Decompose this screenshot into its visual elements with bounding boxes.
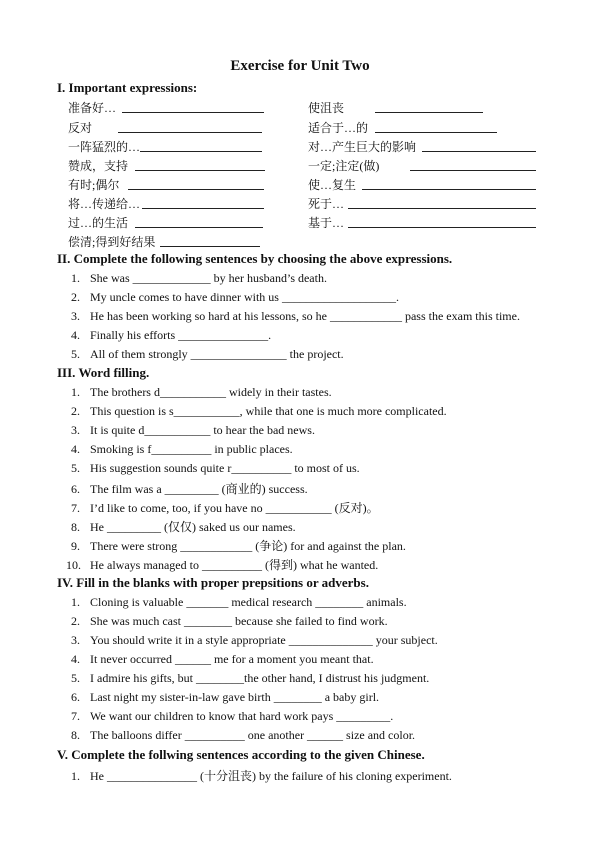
- exercise-item: 7. I’d like to come, too, if you have no ___________ (反对)。: [71, 501, 379, 515]
- blank-right-6[interactable]: [348, 208, 536, 209]
- exercise-item: 5. His suggestion sounds quite r__________ to most of us.: [71, 461, 360, 475]
- exercise-item: 1. He _______________ (十分沮丧) by the failure of his cloning experiment.: [71, 769, 452, 783]
- expression-left-8: 偿清;得到好结果: [68, 235, 156, 249]
- blank-right-2[interactable]: [375, 132, 497, 133]
- exercise-item: 9. There were strong ____________ (争论) for and against the plan.: [71, 539, 406, 553]
- blank-right-5[interactable]: [362, 189, 536, 190]
- section-1-heading: I. Important expressions:: [57, 80, 198, 95]
- exercise-item: 6. Last night my sister-in-law gave birth ________ a baby girl.: [71, 690, 380, 704]
- exercise-item: 1. She was _____________ by her husband’s death.: [71, 271, 327, 285]
- blank-right-7[interactable]: [348, 227, 536, 228]
- expression-left-1: 准备好…: [68, 101, 117, 115]
- expression-left-3: 一阵猛烈的…: [68, 140, 141, 154]
- expression-right-7: 基于…: [308, 216, 345, 230]
- exercise-item: 2. She was much cast ________ because she failed to find work.: [71, 614, 388, 628]
- exercise-item: 8. The balloons differ __________ one another ______ size and color.: [71, 728, 416, 742]
- expression-right-1: 使沮丧: [308, 101, 345, 115]
- blank-left-8[interactable]: [160, 246, 260, 247]
- expression-right-6: 死于…: [308, 197, 345, 211]
- blank-right-4[interactable]: [410, 170, 536, 171]
- blank-left-2[interactable]: [118, 132, 262, 133]
- expression-right-5: 使…复生: [308, 178, 357, 192]
- expression-right-4: 一定;注定(做): [308, 159, 380, 173]
- blank-left-4[interactable]: [135, 170, 265, 171]
- exercise-item: 7. We want our children to know that hard work pays _________.: [71, 709, 394, 723]
- exercise-item: 6. The film was a _________ (商业的) success.: [71, 482, 308, 496]
- exercise-item: 5. I admire his gifts, but ________the other hand, I distrust his judgment.: [71, 671, 430, 685]
- expression-right-2: 适合于…的: [308, 121, 369, 135]
- exercise-item: 8. He _________ (仅仅) saked us our names.: [71, 520, 296, 534]
- expression-right-3: 对…产生巨大的影响: [308, 140, 417, 154]
- exercise-item: 4. Finally his efforts _______________.: [71, 328, 272, 342]
- blank-left-7[interactable]: [135, 227, 263, 228]
- exercise-item: 3. He has been working so hard at his lessons, so he ____________ pass the exam this time.: [71, 309, 520, 323]
- section-5-heading: V. Complete the follwing sentences according to the given Chinese.: [57, 747, 425, 762]
- expression-left-4: 赞成，支持: [68, 159, 129, 173]
- expression-left-5: 有时;偶尔: [68, 178, 120, 192]
- blank-right-1[interactable]: [375, 112, 483, 113]
- exercise-item: 4. Smoking is f__________ in public places.: [71, 442, 293, 456]
- exercise-item: 5. All of them strongly ________________ the project.: [71, 347, 344, 361]
- expression-left-2: 反对: [68, 121, 93, 135]
- section-4-heading: IV. Fill in the blanks with proper prepsitions or adverbs.: [57, 575, 369, 590]
- blank-right-3[interactable]: [422, 151, 536, 152]
- exercise-item: 3. It is quite d___________ to hear the bad news.: [71, 423, 315, 437]
- exercise-item: 10. He always managed to __________ (得到) what he wanted.: [66, 558, 379, 572]
- exercise-item: 2. My uncle comes to have dinner with us ___________________.: [71, 290, 399, 304]
- blank-left-1[interactable]: [122, 112, 264, 113]
- exercise-item: 4. It never occurred ______ me for a moment you meant that.: [71, 652, 374, 666]
- page-title: Exercise for Unit Two: [230, 58, 370, 74]
- section-2-heading: II. Complete the following sentences by choosing the above expressions.: [57, 251, 453, 266]
- blank-left-5[interactable]: [128, 189, 264, 190]
- exercise-item: 1. The brothers d___________ widely in their tastes.: [71, 385, 332, 399]
- section-3-heading: III. Word filling.: [57, 365, 150, 380]
- expression-left-7: 过…的生活: [68, 216, 129, 230]
- expression-left-6: 将…传递给…: [68, 197, 141, 211]
- exercise-item: 2. This question is s___________, while that one is much more complicated.: [71, 404, 447, 418]
- exercise-item: 3. You should write it in a style appropriate ______________ your subject.: [71, 633, 438, 647]
- exercise-item: 1. Cloning is valuable _______ medical research ________ animals.: [71, 595, 407, 609]
- blank-left-3[interactable]: [140, 151, 262, 152]
- blank-left-6[interactable]: [142, 208, 264, 209]
